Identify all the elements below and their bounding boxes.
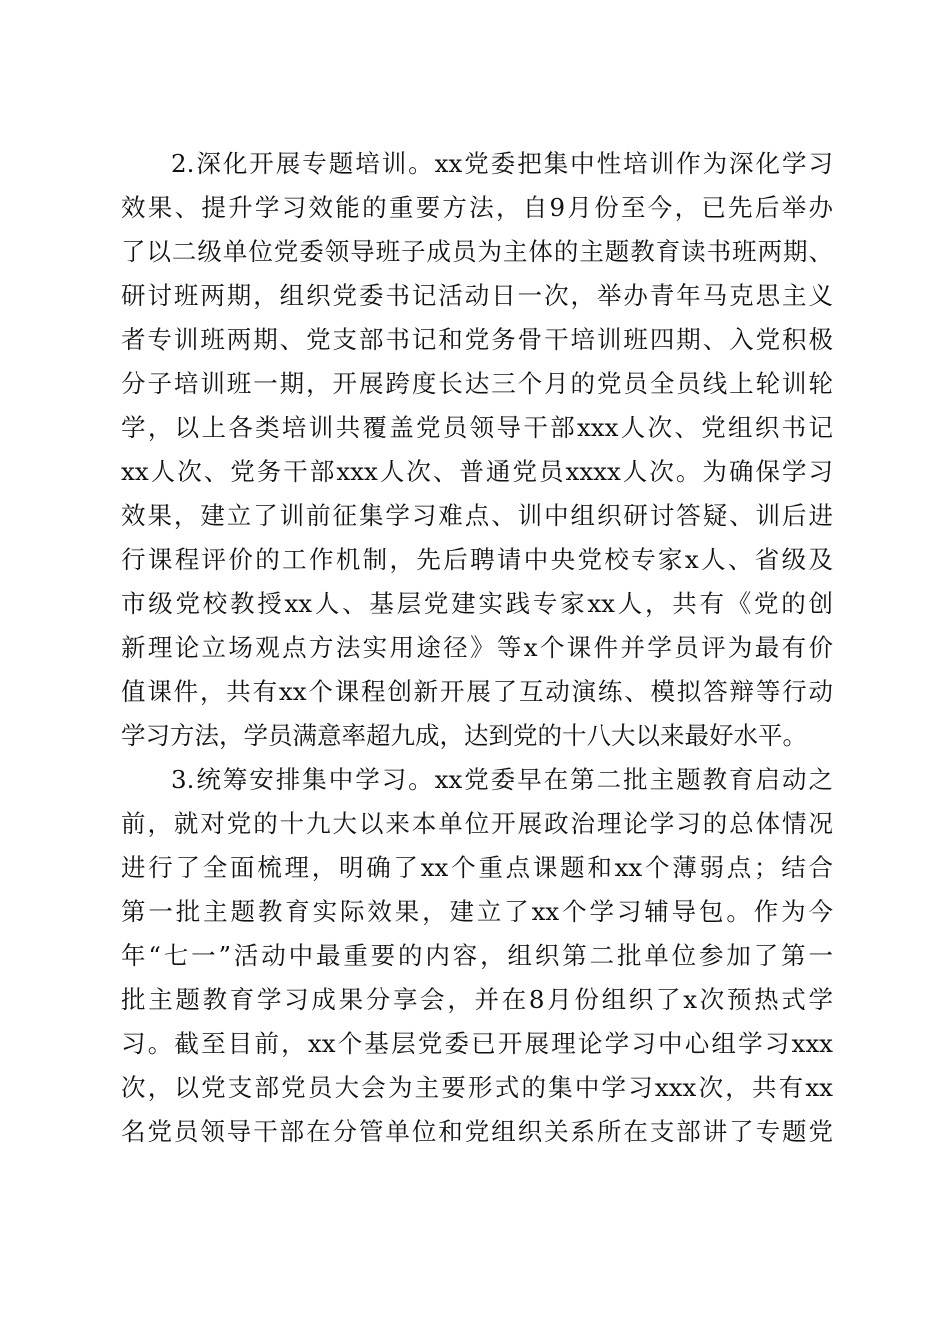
paragraph-3-line-1: 3.统筹安排集中学习。xx党委早在第二批主题教育启动之 (171, 765, 833, 794)
paragraph-2-line-3: 了以二级单位党委领导班子成员为主体的主题教育读书班两期、 (121, 237, 833, 266)
paragraph-2-line-11: 市级党校教授xx人、基层党建实践专家xx人，共有《党的创 (121, 589, 833, 618)
paragraph-2-line-7: 学，以上各类培训共覆盖党员领导干部xxx人次、党组织书记 (121, 413, 833, 442)
paragraph-2-line-10: 行课程评价的工作机制，先后聘请中央党校专家x人、省级及 (121, 545, 833, 574)
body-text (121, 142, 833, 1154)
paragraph-2-line-14: 学习方法，学员满意率超九成，达到党的十八大以来最好水平。 (121, 721, 807, 750)
paragraph-2-line-9: 效果，建立了训前征集学习难点、训中组织研讨答疑、训后进 (121, 501, 833, 530)
paragraph-3-line-5: 年“七一”活动中最重要的内容，组织第二批单位参加了第一 (121, 941, 833, 970)
paragraph-3-line-4: 第一批主题教育实际效果，建立了xx个学习辅导包。作为今 (121, 897, 833, 926)
paragraph-2-line-13: 值课件，共有xx个课程创新开展了互动演练、模拟答辩等行动 (121, 677, 833, 706)
paragraph-3-line-6: 批主题教育学习成果分享会，并在8月份组织了x次预热式学 (121, 985, 833, 1014)
paragraph-2-line-6: 分子培训班一期，开展跨度长达三个月的党员全员线上轮训轮 (121, 369, 833, 398)
paragraph-2-line-4: 研讨班两期，组织党委书记活动日一次，举办青年马克思主义 (121, 281, 833, 310)
paragraph-2-line-5: 者专训班两期、党支部书记和党务骨干培训班四期、入党积极 (121, 325, 833, 354)
paragraph-3-line-7: 习。截至目前，xx个基层党委已开展理论学习中心组学习xxx (121, 1029, 833, 1058)
paragraph-2-line-8: xx人次、党务干部xxx人次、普通党员xxxx人次。为确保学习 (121, 457, 833, 486)
paragraph-3-line-8: 次，以党支部党员大会为主要形式的集中学习xxx次，共有xx (121, 1073, 833, 1102)
paragraph-3-line-2: 前，就对党的十九大以来本单位开展政治理论学习的总体情况 (121, 809, 833, 838)
paragraph-2-line-2: 效果、提升学习效能的重要方法，自9月份至今，已先后举办 (121, 193, 833, 222)
paragraph-3-line-3: 进行了全面梳理，明确了xx个重点课题和xx个薄弱点；结合 (121, 853, 833, 882)
paragraph-3-line-9: 名党员领导干部在分管单位和党组织关系所在支部讲了专题党 (121, 1117, 833, 1146)
paragraph-2-line-1: 2.深化开展专题培训。xx党委把集中性培训作为深化学习 (171, 149, 833, 178)
paragraph-2-line-12: 新理论立场观点方法实用途径》等x个课件并学员评为最有价 (121, 633, 833, 662)
